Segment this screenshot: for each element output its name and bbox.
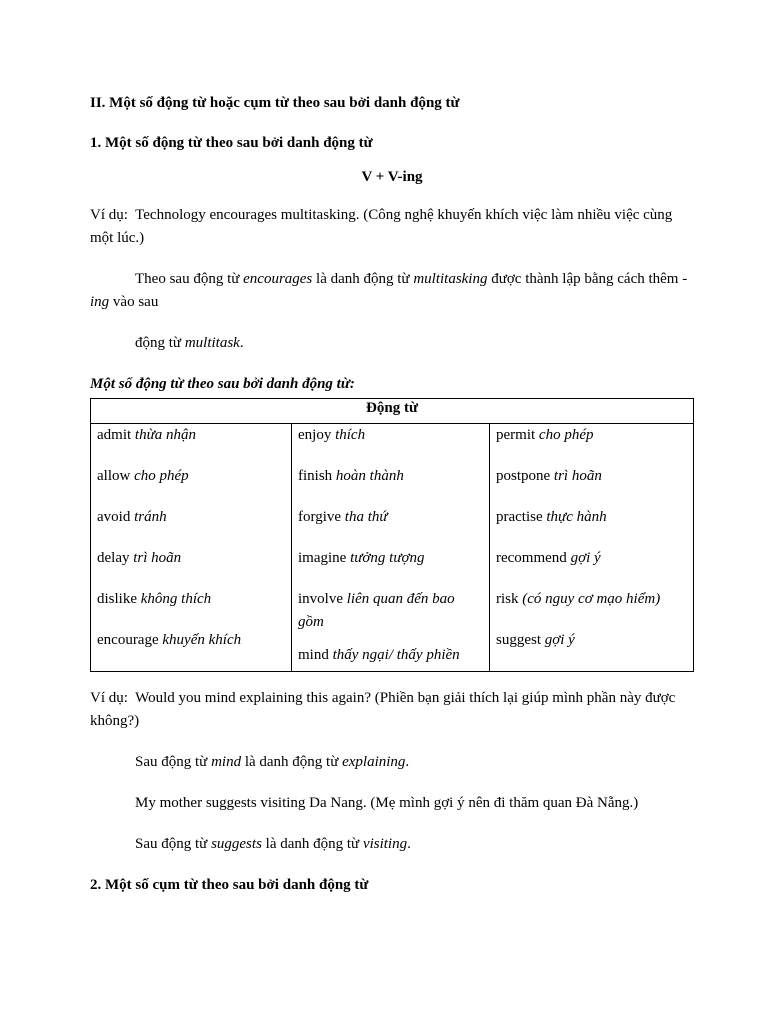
verb-item: postpone trì hoãn <box>496 468 602 484</box>
section-title: II. Một số động từ hoặc cụm từ theo sau bởi danh động từ <box>90 95 460 111</box>
verb-item: recommend gợi ý <box>496 550 601 566</box>
verb-item: forgive tha thứ <box>298 509 388 525</box>
verb-item: enjoy thích <box>298 427 366 443</box>
example-text: Would you mind explaining this again? (Phiền bạn giải thích lại giúp mình phần này được không?) <box>90 690 676 729</box>
example-1-explanation: Theo sau động từ encourages là danh động từ multitasking được thành lập bằng cách thêm -ing vào sau <box>90 271 688 310</box>
verb-item: allow cho phép <box>97 468 189 484</box>
example-label: Ví dụ: <box>90 690 128 706</box>
example-1-explanation-cont: động từ multitask. <box>135 335 244 351</box>
verb-item: imagine tưởng tượng <box>298 550 425 566</box>
table-column-3 <box>490 424 694 672</box>
verb-item: dislike không thích <box>97 591 212 607</box>
verb-item: delay trì hoãn <box>97 550 182 566</box>
table-row <box>91 424 694 672</box>
verb-item: permit cho phép <box>496 427 594 443</box>
table-header: Động từ <box>91 399 694 424</box>
verb-item: finish hoàn thành <box>298 468 404 484</box>
verb-table <box>90 398 694 672</box>
table-column-1 <box>91 424 292 672</box>
example-2-sentence <box>90 687 694 733</box>
example-2-explanation: Sau động từ mind là danh động từ explaining. <box>135 754 410 770</box>
subsection-2-title: 2. Một số cụm từ theo sau bởi danh động từ <box>90 877 369 893</box>
example-1-sentence <box>90 204 694 250</box>
example-text: Technology encourages multitasking. (Công nghệ khuyến khích việc làm nhiều việc cùng một lúc.) <box>90 207 673 246</box>
verb-item: involve liên quan đến bao gồm <box>298 591 455 630</box>
verb-item: practise thực hành <box>496 509 607 525</box>
subsection-1-title: 1. Một số động từ theo sau bởi danh động từ <box>90 135 373 151</box>
verb-item: mind thấy ngại/ thấy phiền <box>298 647 460 663</box>
verb-item: avoid tránh <box>97 509 167 525</box>
example-2-explanation-2: Sau động từ suggests là danh động từ visiting. <box>135 836 411 852</box>
example-label: Ví dụ: <box>90 207 128 223</box>
document-page <box>90 92 694 908</box>
verb-item: encourage khuyến khích <box>97 632 242 648</box>
verb-item: admit thừa nhận <box>97 427 197 443</box>
verb-item: risk (có nguy cơ mạo hiểm) <box>496 591 661 607</box>
table-column-2 <box>292 424 490 672</box>
example-2-sentence-2: My mother suggests visiting Da Nang. (Mẹ mình gợi ý nên đi thăm quan Đà Nẵng.) <box>135 795 639 811</box>
verb-item: suggest gợi ý <box>496 632 575 648</box>
formula: V + V-ing <box>361 169 423 185</box>
table-caption: Một số động từ theo sau bởi danh động từ: <box>90 376 355 392</box>
